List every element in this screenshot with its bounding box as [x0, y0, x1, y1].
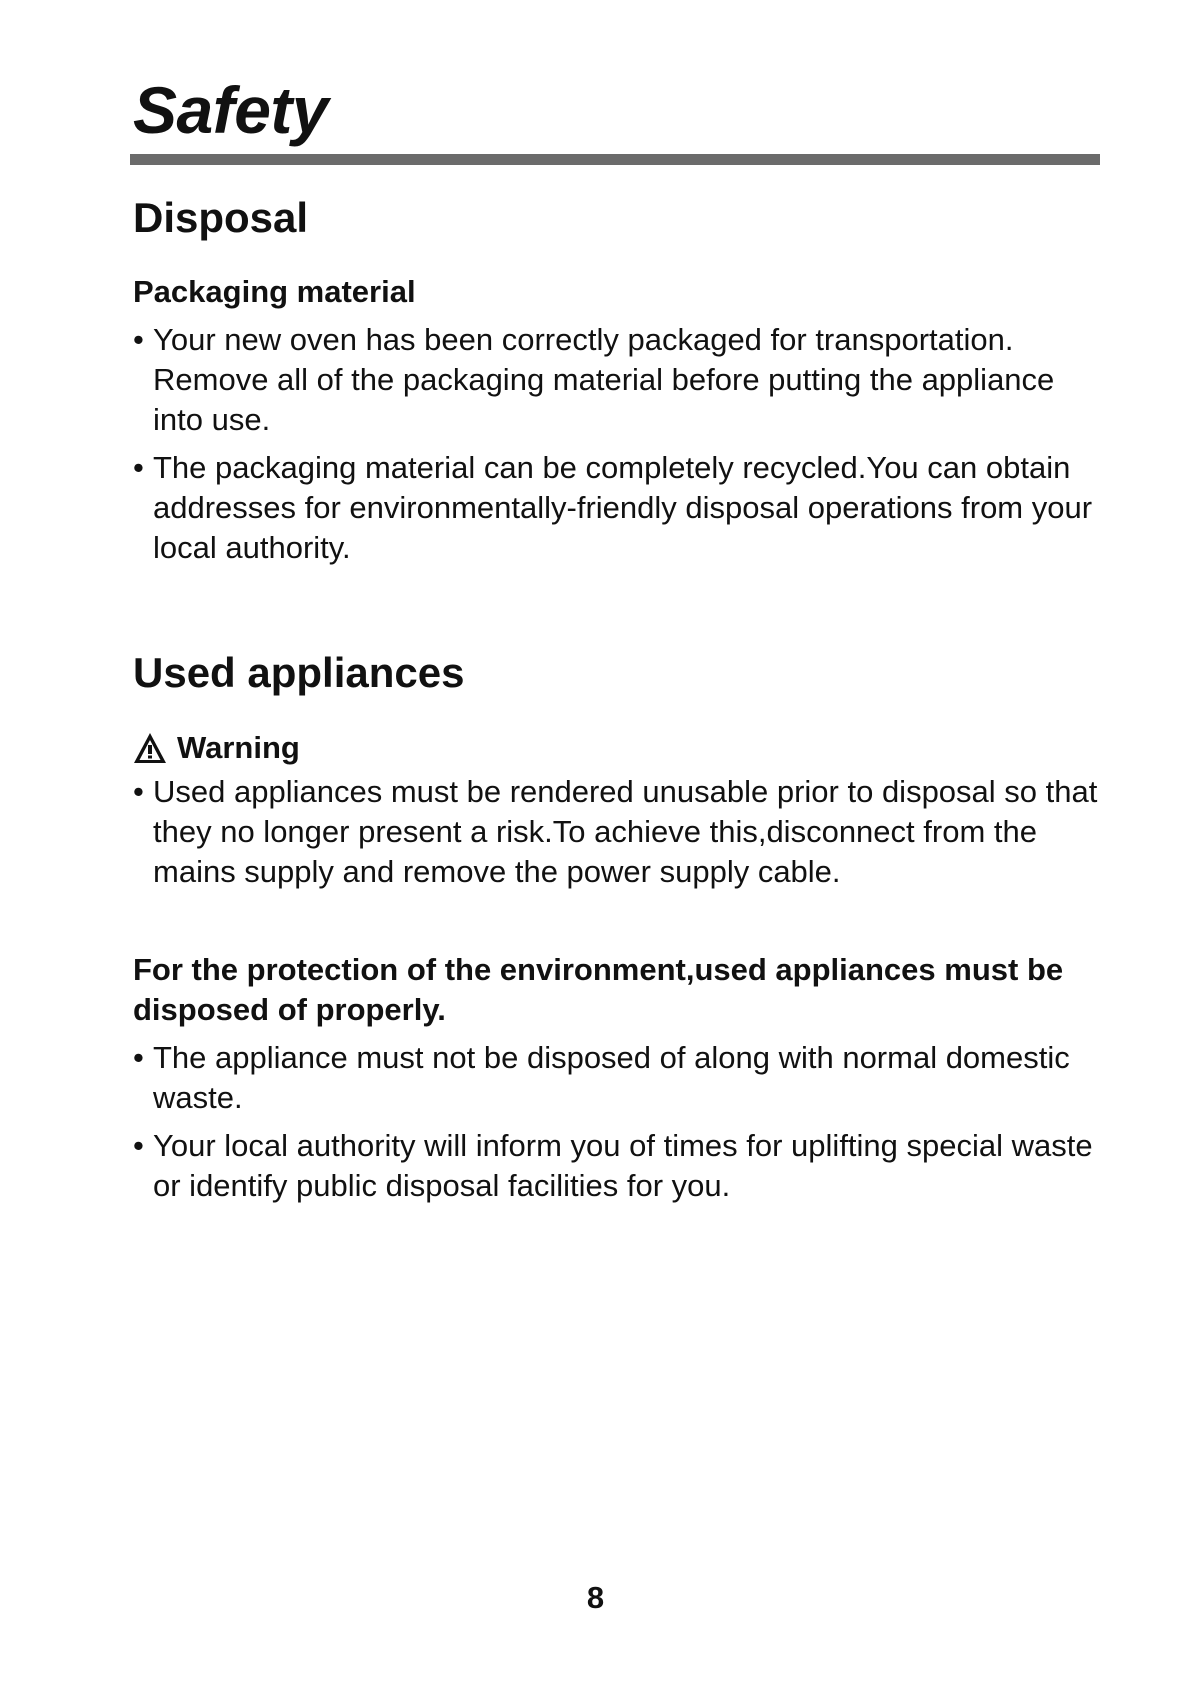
warning-label-row [133, 728, 300, 768]
list-item-text: Your new oven has been correctly packaged for transportation. Remove all of the packaging material before putting the appliance into use. [153, 322, 1055, 437]
bullet-dot: • [133, 322, 144, 357]
page-title: Safety [133, 73, 329, 147]
warning-triangle-icon [133, 732, 167, 764]
list-item-text: The appliance must not be disposed of along with normal domestic waste. [153, 1040, 1070, 1115]
list-item [133, 320, 1108, 440]
packaging-material-heading: Packaging material [133, 274, 416, 309]
title-rule [130, 154, 1100, 165]
list-item [133, 1038, 1108, 1118]
environment-bullet-list [133, 1038, 1108, 1214]
list-item-text: Used appliances must be rendered unusable prior to disposal so that they no longer present a risk.To achieve this,disconnect from the mains supply and remove the power supply cable. [153, 774, 1098, 889]
warning-label: Warning [177, 730, 300, 765]
list-item [133, 1126, 1108, 1206]
warning-bullet-list [133, 772, 1108, 900]
disposal-heading: Disposal [133, 194, 309, 241]
page-number: 8 [586, 1580, 605, 1615]
list-item-text: Your local authority will inform you of times for uplifting special waste or identify public disposal facilities for you. [153, 1128, 1093, 1203]
bullet-dot: • [133, 1128, 144, 1163]
bullet-dot: • [133, 1040, 144, 1075]
list-item-text: The packaging material can be completely recycled.You can obtain addresses for environmentally-friendly disposal operations from your local authority. [153, 450, 1093, 565]
list-item [133, 772, 1108, 892]
bullet-dot: • [133, 774, 144, 809]
packaging-bullet-list [133, 320, 1108, 576]
environment-note: For the protection of the environment,used appliances must be disposed of properly. [133, 952, 1064, 1027]
bullet-dot: • [133, 450, 144, 485]
list-item [133, 448, 1108, 568]
used-appliances-heading: Used appliances [133, 649, 465, 696]
